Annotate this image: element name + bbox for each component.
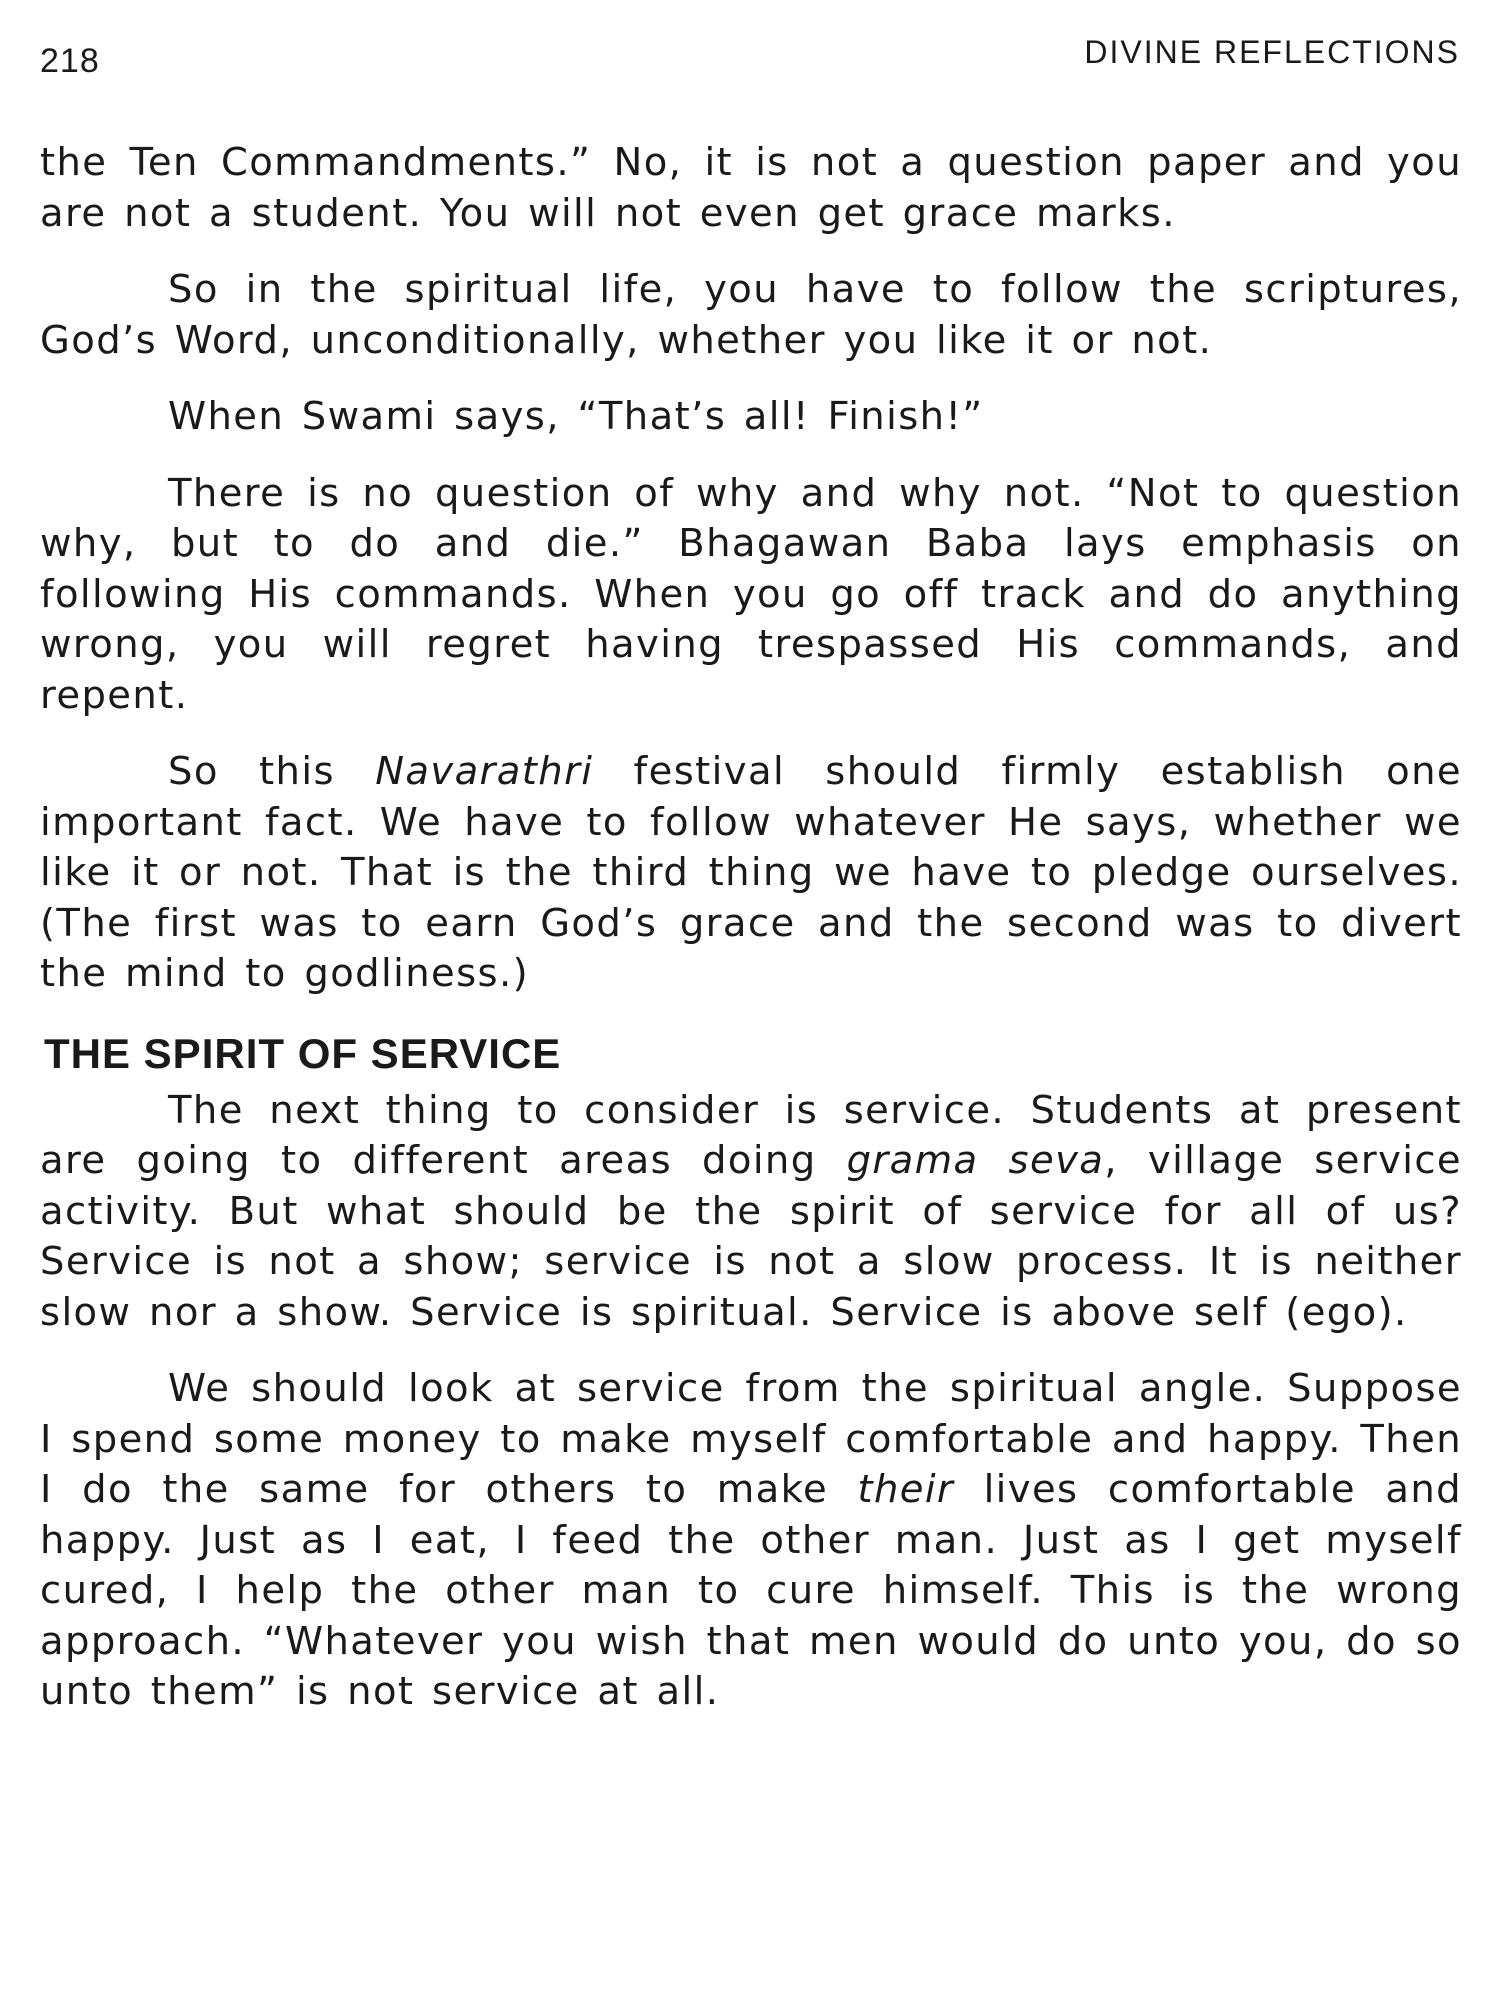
text-span: , village service activity. But what should be the spirit of service for all of us? Service is not a show; service is not a slow process. It is neither slow nor a show. Service is spiritual. Service is above self (ego). <box>40 1138 1463 1335</box>
paragraph-swami-says: When Swami says, “That’s all! Finish!” <box>168 394 984 439</box>
italic-term: grama seva <box>846 1138 1105 1183</box>
italic-term: their <box>857 1467 955 1512</box>
running-head: DIVINE REFLECTIONS <box>1084 34 1460 70</box>
text-span: festival should firmly establish one important fact. We have to follow whatever He says, whether we like it or not. That is the third thing we have to pledge ourselves. (The first was to earn God’s grace and the second was to divert the mind to godliness.) <box>40 749 1462 996</box>
paragraph-continued: the Ten Commandments.” No, it is not a question paper and you are not a student. You will not even get grace marks. <box>40 140 1462 236</box>
text-span: The next thing to consider is service. Students at present are going to different areas doing <box>40 1087 1462 1183</box>
italic-term: Navarathri <box>375 749 594 794</box>
text-span: We should look at service from the spiritual angle. Suppose I spend some money to make myself comfortable and happy. Then I do the same for others to make <box>40 1366 1462 1512</box>
body-text <box>40 138 1462 1744</box>
page-number: 218 <box>40 42 100 80</box>
paragraph-navarathri <box>40 747 1462 1000</box>
paragraph-service <box>40 1086 1462 1339</box>
text-span: So this <box>168 749 376 794</box>
page-header <box>40 34 1460 94</box>
paragraph-spiritual-angle <box>40 1364 1462 1718</box>
section-heading: THE SPIRIT OF SERVICE <box>44 1029 562 1077</box>
text-span: lives comfortable and happy. Just as I eat, I feed the other man. Just as I get myself cured, I help the other man to cure himself. This is the wrong approach. “Whatever you wish that men would do unto you, do so unto them” is not service at all. <box>40 1467 1462 1714</box>
paragraph-no-question: There is no question of why and why not. “Not to question why, but to do and die.” Bhagawan Baba lays emphasis on following His commands. When you go off track and do anything wrong, you will regret having trespassed His commands, and repent. <box>40 470 1462 718</box>
paragraph-scriptures: So in the spiritual life, you have to follow the scriptures, God’s Word, unconditionally, whether you like it or not. <box>40 267 1462 363</box>
